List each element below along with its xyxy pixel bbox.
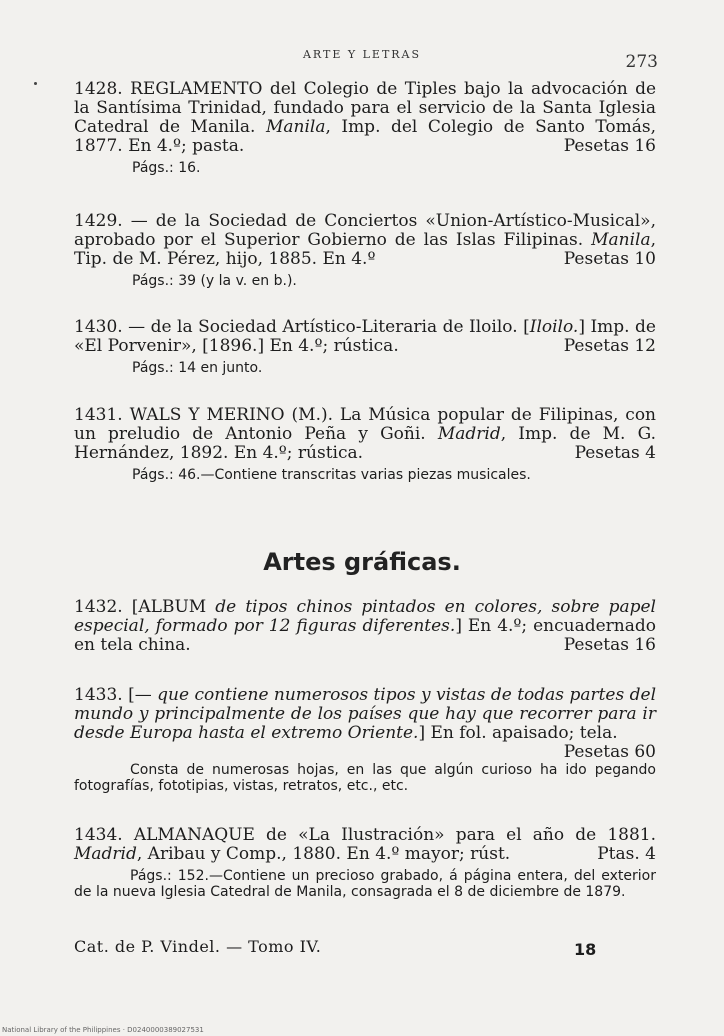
entry-title-italic: de tipos chinos pintados en colores, sobre papel especial, formado por 12 figuras diferentes. (74, 597, 656, 636)
entry-lead: [— (128, 685, 152, 705)
entry-price: Pesetas 16 (563, 136, 656, 156)
catalog-entry-1430 (74, 318, 656, 376)
entry-number: 1432. (74, 597, 123, 617)
entry-body: de «La Ilustración» para el año de 1881. (254, 825, 657, 845)
catalog-entry-1434 (74, 826, 656, 900)
entry-note: Págs.: 14 en junto. (132, 360, 263, 376)
catalog-entry-1432 (74, 598, 656, 655)
entry-body: del Colegio de Tiples bajo la advocación de la Santísima Trinidad, fundado para el servicio de la Santa Iglesia Catedral de Manila. (74, 79, 657, 137)
entry-price: Pesetas 4 (574, 443, 656, 463)
entry-number: 1434. (74, 825, 123, 845)
section-title: Artes gráficas. (263, 548, 461, 576)
entry-tail: ] Imp. de «El Porvenir», [1896.] En 4.º; rústica. (74, 317, 656, 356)
catalog-entry-1431 (74, 406, 656, 483)
entry-note: Consta de numerosas hojas, en las que algún curioso ha ido pegando fotografías, fototipias, vistas, retratos, etc., etc. (74, 762, 656, 794)
entry-number: 1430. (74, 317, 123, 337)
entry-number: 1428. (74, 79, 123, 99)
entry-note: Págs.: 39 (y la v. en b.). (132, 273, 297, 289)
entry-price: Ptas. 4 (597, 844, 656, 864)
entry-tail: , Tip. de M. Pérez, hijo, 1885. En 4.º (74, 230, 656, 269)
entry-body: — de la Sociedad Artístico-Literaria de Iloilo. [ (122, 317, 530, 337)
entry-note: Págs.: 16. (132, 160, 201, 176)
entry-price: Pesetas 12 (563, 336, 656, 356)
library-watermark: National Library of the Philippines · D0240000389027531 (2, 1026, 204, 1034)
entry-lead: [ALBUM (131, 597, 207, 617)
entry-title-italic: que contiene numerosos tipos y vistas de todas partes del mundo y principalmente de los países que hay que recorrer para ir desde Europa hasta el extremo Oriente. (74, 685, 657, 743)
entry-note: Págs.: 46.—Contiene transcritas varias piezas musicales. (132, 467, 531, 483)
entry-place: Madrid (437, 424, 501, 444)
catalog-footer: Cat. de P. Vindel. — Tomo IV. (74, 937, 322, 956)
catalog-entry-1428 (74, 80, 656, 176)
entry-lead: ALMANAQUE (133, 825, 255, 845)
entry-body: (M.). La Música popular de Filipinas, con un preludio de Antonio Peña y Goñi. (74, 405, 657, 444)
entry-number: 1433. (74, 685, 123, 705)
entry-lead: REGLAMENTO (130, 79, 263, 99)
entry-number: 1431. (74, 405, 123, 425)
entry-number: 1429. (74, 211, 123, 231)
entry-price: Pesetas 60 (563, 742, 656, 762)
entry-price: Pesetas 16 (563, 635, 656, 655)
entry-body: — de la Sociedad de Conciertos «Union-Artístico-Musical», aprobado por el Superior Gobierno de las Islas Filipinas. (74, 211, 656, 250)
entry-tail: , Imp. de M. G. Hernández, 1892. En 4.º; rústica. (74, 424, 656, 463)
entry-tail: ] En 4.º; encuadernado en tela china. (74, 616, 656, 655)
entry-price: Pesetas 10 (563, 249, 656, 269)
page-number: 273 (625, 52, 658, 72)
catalog-entry-1433 (74, 686, 656, 794)
entry-tail: ] En fol. apaisado; tela. (418, 723, 618, 743)
entry-place: Manila (591, 230, 651, 250)
signature-mark: 18 (574, 940, 597, 959)
entry-place: Iloilo. (529, 317, 579, 337)
entry-tail: , Aribau y Comp., 1880. En 4.º mayor; rúst. (136, 844, 511, 864)
entry-tail: , Imp. del Colegio de Santo Tomás, 1877. En 4.º; pasta. (74, 117, 656, 156)
ink-speck (34, 82, 37, 85)
running-head: ARTE Y LETRAS (302, 48, 422, 61)
entry-note: Págs.: 152.—Contiene un precioso grabado, á página entera, del exterior de la nueva Iglesia Catedral de Manila, consagrada el 8 de diciembre de 1879. (74, 868, 656, 900)
entry-place: Manila (265, 117, 326, 137)
catalog-entry-1429 (74, 212, 656, 289)
entry-lead: WALS Y MERINO (129, 405, 285, 425)
entry-place: Madrid (74, 844, 137, 864)
